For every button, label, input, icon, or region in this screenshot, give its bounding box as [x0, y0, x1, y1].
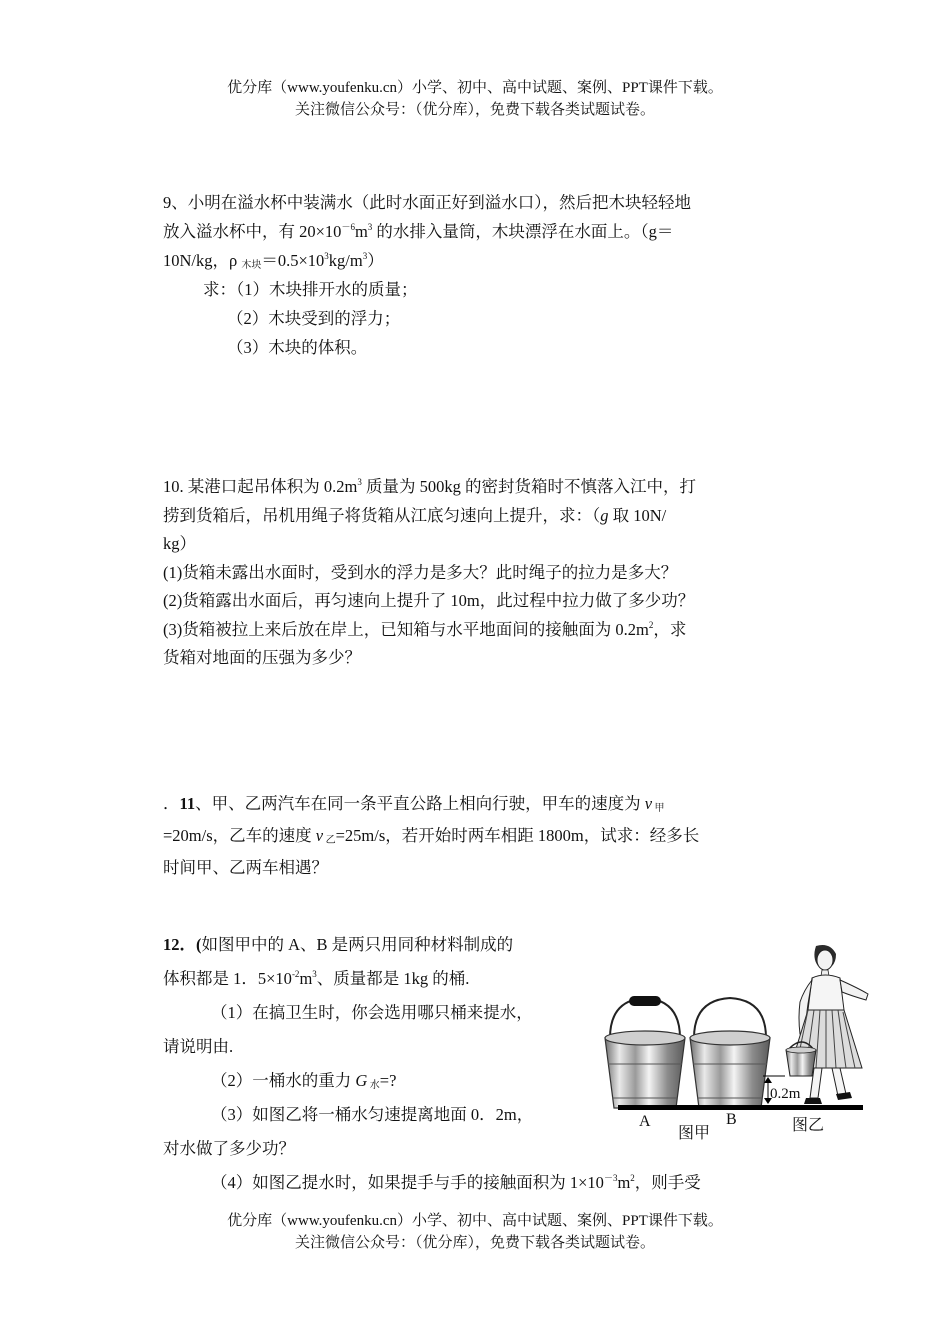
q9-line-2	[163, 217, 788, 246]
q12-exponent: 3	[312, 969, 317, 979]
q10-line-1	[163, 473, 788, 502]
label-b: B	[726, 1111, 737, 1128]
q12-exponent: －3	[603, 1173, 618, 1183]
q11-symbol-v: v	[644, 794, 653, 813]
q9-unit: m	[354, 222, 368, 241]
q11-symbol-v: v	[315, 826, 324, 845]
q11-subscript: 乙	[323, 835, 336, 846]
question-9	[163, 188, 788, 362]
q9-text: ＝0.5×10	[261, 251, 325, 270]
q12-exponent: 2	[630, 1173, 635, 1183]
q12-sub-3-cont: 对水做了多少功？	[163, 1139, 295, 1158]
q11-text: =25m/s，若开始时两车相距 1800m，试求：经多长	[335, 826, 700, 845]
q10-exponent: 3	[357, 477, 362, 487]
q9-line-3	[163, 246, 788, 275]
question-11	[163, 788, 788, 884]
q10-line-2	[163, 502, 788, 531]
q10-line-3: kg）	[163, 534, 196, 553]
header-line-1: 优分库（www.youfenku.cn）小学、初中、高中试题、案例、PPT课件下载。	[227, 80, 723, 96]
bucket-a	[605, 996, 685, 1108]
footer-line-1: 优分库（www.youfenku.cn）小学、初中、高中试题、案例、PPT课件下载。	[227, 1213, 723, 1229]
q12-text: 如图甲中的 A、B 是两只用同种材料制成的	[201, 935, 514, 954]
q9-exponent: 3	[367, 222, 373, 232]
q12-symbol-g: G	[355, 1071, 368, 1090]
q10-text: 取 10N/	[608, 505, 667, 525]
q9-text: 的水排入量筒，木块漂浮在水面上。（g＝	[372, 222, 674, 241]
q11-line-1	[163, 788, 788, 820]
q10-part-3	[163, 616, 788, 645]
label-figure-jia: 图甲	[678, 1125, 711, 1142]
q12-text: （4）如图乙提水时，如果提手与手的接触面积为 1×10	[211, 1173, 604, 1192]
q11-text: 、甲、乙两汽车在同一条平直公路上相向行驶，甲车的速度为	[195, 794, 645, 813]
q10-symbol-g: g	[600, 505, 609, 525]
q10-part-2: (2)货箱露出水面后，再匀速向上提升了 10m，此过程中拉力做了多少功？	[163, 591, 695, 610]
girl-carrying-bucket	[786, 945, 868, 1104]
q10-text: 捞到货箱后，吊机用绳子将货箱从江底匀速向上提升，求：（	[163, 505, 601, 525]
q9-exponent: －6	[341, 222, 355, 232]
q9-exponent: 3	[362, 251, 368, 261]
q12-text: 、质量都是 1kg 的桶.	[316, 969, 470, 988]
q12-unit: m	[299, 969, 313, 988]
q12-sub-4	[163, 1166, 788, 1200]
page-header	[0, 77, 950, 121]
height-label: 0.2m	[770, 1086, 801, 1102]
q11-line-2	[163, 820, 788, 852]
q10-part-1: (1)货箱未露出水面时，受到水的浮力是多大？此时绳子的拉力是多大？	[163, 562, 678, 582]
q9-text: ）	[367, 251, 384, 270]
q9-ask-2: （2）木块受到的浮力；	[227, 309, 401, 328]
q10-text: (3)货箱被拉上来后放在岸上，已知箱与水平地面间的接触面为 0.2m	[163, 619, 649, 639]
q10-text: ，求	[653, 619, 687, 639]
q9-ask-3: （3）木块的体积。	[227, 338, 368, 357]
q11-subscript: 甲	[652, 803, 665, 814]
q10-exponent: 2	[648, 619, 654, 630]
label-a: A	[639, 1113, 651, 1130]
q9-text: 放入溢水杯中，有 20×10	[163, 222, 342, 241]
q12-number: 12．(	[163, 935, 202, 954]
q12-exponent: -2	[291, 969, 300, 979]
q10-text: 质量为 500kg 的密封货箱时不慎落入江中，打	[361, 477, 696, 496]
q9-exponent: 3	[324, 251, 329, 261]
q11-text: ．	[163, 794, 180, 813]
header-line-2: 关注微信公众号：（优分库），免费下载各类试题试卷。	[294, 102, 655, 118]
q9-ask-1: 求：（1）木块排开水的质量；	[203, 280, 418, 299]
question-10	[163, 473, 788, 673]
footer-line-2: 关注微信公众号：（优分库），免费下载各类试题试卷。	[294, 1235, 655, 1251]
q9-line-1: 9、小明在溢水杯中装满水（此时水面正好到溢水口），然后把木块轻轻地	[163, 193, 691, 212]
q10-part-3-cont: 货箱对地面的压强为多少？	[163, 648, 361, 667]
q11-line-3: 时间甲、乙两车相遇？	[163, 858, 328, 877]
q12-sub-1-cont: 请说明由.	[163, 1037, 234, 1056]
q12-text: ，则手受	[634, 1173, 701, 1192]
q12-sub-3: （3）如图乙将一桶水匀速提离地面 0．2m，	[211, 1105, 534, 1124]
q11-number: 11	[179, 794, 196, 813]
q9-text: 10N/kg，ρ	[163, 251, 242, 270]
page-footer	[0, 1210, 950, 1254]
bucket-figure	[600, 938, 870, 1148]
label-figure-yi: 图乙	[792, 1117, 825, 1134]
bucket-b	[690, 998, 770, 1108]
q12-text: =?	[379, 1071, 397, 1090]
q12-sub-1: （1）在搞卫生时，你会选用哪只桶来提水，	[211, 1003, 533, 1022]
ground-line	[618, 1105, 863, 1110]
q12-text: （2）一桶水的重力	[211, 1071, 356, 1090]
q12-subscript: 水	[367, 1080, 380, 1091]
q10-text: 10. 某港口起吊体积为 0.2m	[163, 477, 358, 496]
q12-text: 体积都是 1．5×10	[163, 969, 292, 988]
q9-subscript: 木块	[241, 260, 262, 271]
q9-unit: kg/m	[328, 251, 363, 270]
q12-unit: m	[617, 1173, 631, 1192]
q11-text: =20m/s，乙车的速度	[163, 826, 316, 845]
